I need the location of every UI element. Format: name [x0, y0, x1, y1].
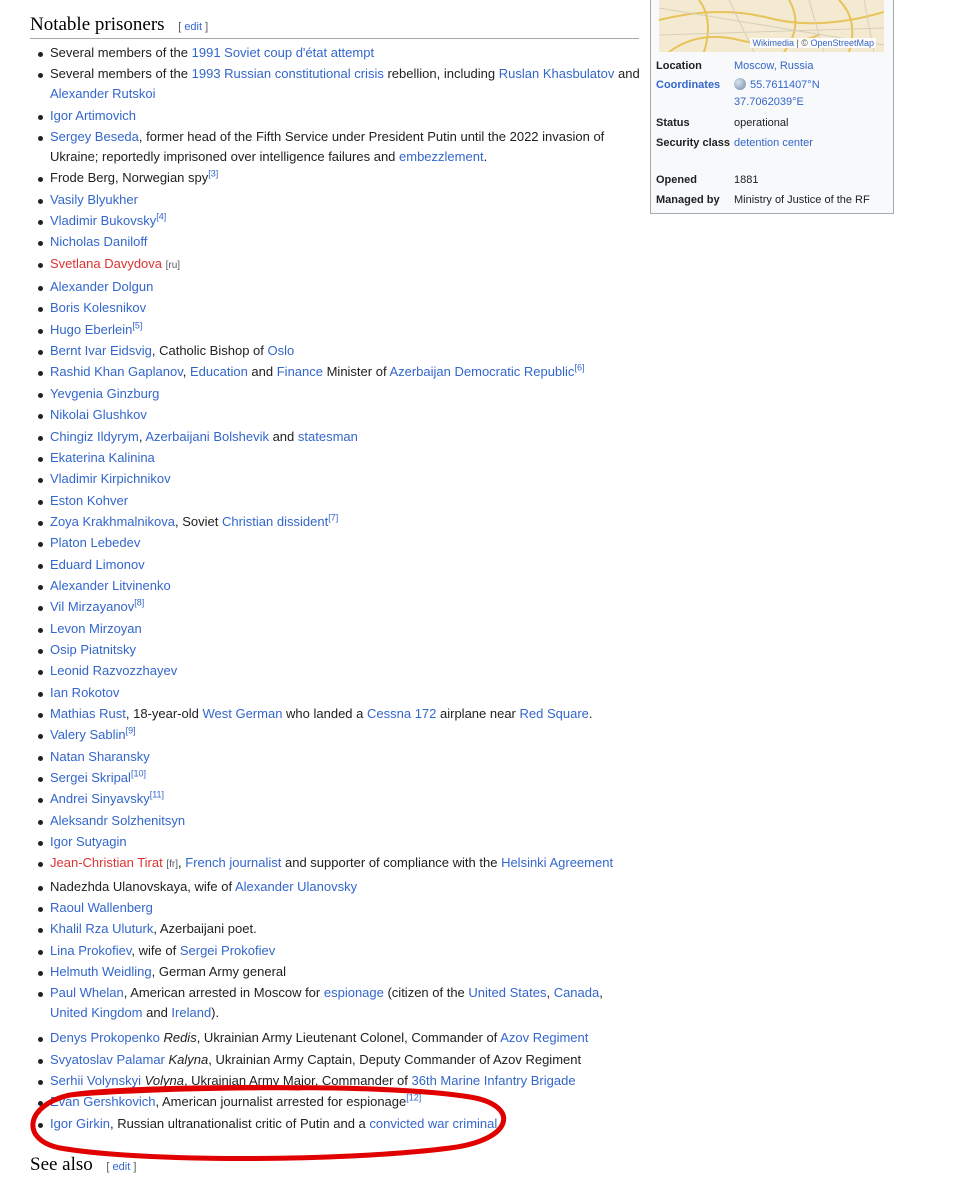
list-item: Eston Kohver	[50, 491, 642, 511]
list-item: Andrei Sinyavsky[11]	[50, 789, 642, 809]
section-title: Notable prisoners	[30, 14, 165, 35]
see-also-title: See also	[30, 1154, 93, 1175]
list-item: Igor Sutyagin	[50, 832, 642, 852]
list-item: Evan Gershkovich, American journalist arrested for espionage[12]	[50, 1092, 642, 1112]
location-map[interactable]	[659, 0, 884, 52]
list-item: Platon Lebedev	[50, 533, 642, 553]
list-item: Levon Mirzoyan	[50, 619, 642, 639]
list-item: Raoul Wallenberg	[50, 898, 642, 918]
list-item: Hugo Eberlein[5]	[50, 320, 642, 340]
list-item: Nikolai Glushkov	[50, 405, 642, 425]
list-item: Helmuth Weidling, German Army general	[50, 962, 642, 982]
list-item: Denys Prokopenko Redis, Ukrainian Army Lieutenant Colonel, Commander of Azov Regiment	[50, 1028, 642, 1048]
list-item: Alexander Dolgun	[50, 277, 642, 297]
list-item: Vil Mirzayanov[8]	[50, 597, 642, 617]
list-item: Igor Girkin, Russian ultranationalist critic of Putin and a convicted war criminal.	[50, 1114, 642, 1134]
list-item: Natan Sharansky	[50, 747, 642, 767]
list-item: Sergey Beseda, former head of the Fifth Service under President Putin until the 2022 invasion of Ukraine; reportedly imprisoned over intelligence failures and embezzlement.	[50, 127, 642, 167]
list-item: Valery Sablin[9]	[50, 725, 642, 745]
section-heading	[30, 14, 639, 39]
list-item: Nadezhda Ulanovskaya, wife of Alexander Ulanovsky	[50, 877, 642, 897]
list-item: Ian Rokotov	[50, 683, 642, 703]
list-item: Igor Artimovich	[50, 106, 642, 126]
edit-section-link[interactable]: [ edit ]	[178, 21, 209, 33]
globe-icon[interactable]	[734, 78, 746, 90]
list-item: Boris Kolesnikov	[50, 298, 642, 318]
prisoner-list	[50, 43, 642, 1135]
list-item: Svetlana Davydova [ru]	[50, 254, 642, 276]
map-credit: Wikimedia | © OpenStreetMap	[752, 38, 874, 48]
list-item: Osip Piatnitsky	[50, 640, 642, 660]
list-item: Jean-Christian Tirat [fr], French journalist and supporter of compliance with the Helsinki Agreement	[50, 853, 642, 875]
list-item: Leonid Razvozzhayev	[50, 661, 642, 681]
list-item: Frode Berg, Norwegian spy[3]	[50, 168, 642, 188]
edit-link[interactable]: edit	[184, 21, 203, 33]
list-item: Lina Prokofiev, wife of Sergei Prokofiev	[50, 941, 642, 961]
list-item: Bernt Ivar Eidsvig, Catholic Bishop of Oslo	[50, 341, 642, 361]
list-item: Nicholas Daniloff	[50, 232, 642, 252]
list-item: Mathias Rust, 18-year-old West German who landed a Cessna 172 airplane near Red Square.	[50, 704, 642, 724]
list-item: Vladimir Bukovsky[4]	[50, 211, 642, 231]
list-item: Rashid Khan Gaplanov, Education and Finance Minister of Azerbaijan Democratic Republic[6]	[50, 362, 642, 382]
see-also-edit[interactable]: [ edit ]	[106, 1161, 137, 1173]
list-item: Chingiz Ildyrym, Azerbaijani Bolshevik and statesman	[50, 427, 642, 447]
list-item: Yevgenia Ginzburg	[50, 384, 642, 404]
list-item: Zoya Krakhmalnikova, Soviet Christian dissident[7]	[50, 512, 642, 532]
list-item: Paul Whelan, American arrested in Moscow for espionage (citizen of the United States, Canada, United Kingdom and Ireland).	[50, 983, 642, 1023]
list-item: Svyatoslav Palamar Kalyna, Ukrainian Army Captain, Deputy Commander of Azov Regiment	[50, 1050, 642, 1070]
list-item: Several members of the 1991 Soviet coup d'état attempt	[50, 43, 642, 63]
list-item: Vasily Blyukher	[50, 190, 642, 210]
list-item: Aleksandr Solzhenitsyn	[50, 811, 642, 831]
see-also-heading	[30, 1154, 639, 1178]
infobox: Wikimedia | © OpenStreetMap Location Moscow, Russia Coordinates 55.7611407°N 37.7062039°E Status operational Security class detention center Opened 1881 Managed by Ministry of Justice of the RF	[650, 0, 894, 214]
list-item: Serhii Volynskyi Volyna, Ukrainian Army Major, Commander of 36th Marine Infantry Brigade	[50, 1071, 642, 1091]
list-item: Khalil Rza Uluturk, Azerbaijani poet.	[50, 919, 642, 939]
list-item: Several members of the 1993 Russian constitutional crisis rebellion, including Ruslan Khasbulatov and Alexander Rutskoi	[50, 64, 642, 104]
list-item: Sergei Skripal[10]	[50, 768, 642, 788]
list-item: Vladimir Kirpichnikov	[50, 469, 642, 489]
list-item: Alexander Litvinenko	[50, 576, 642, 596]
list-item: Eduard Limonov	[50, 555, 642, 575]
list-item: Ekaterina Kalinina	[50, 448, 642, 468]
